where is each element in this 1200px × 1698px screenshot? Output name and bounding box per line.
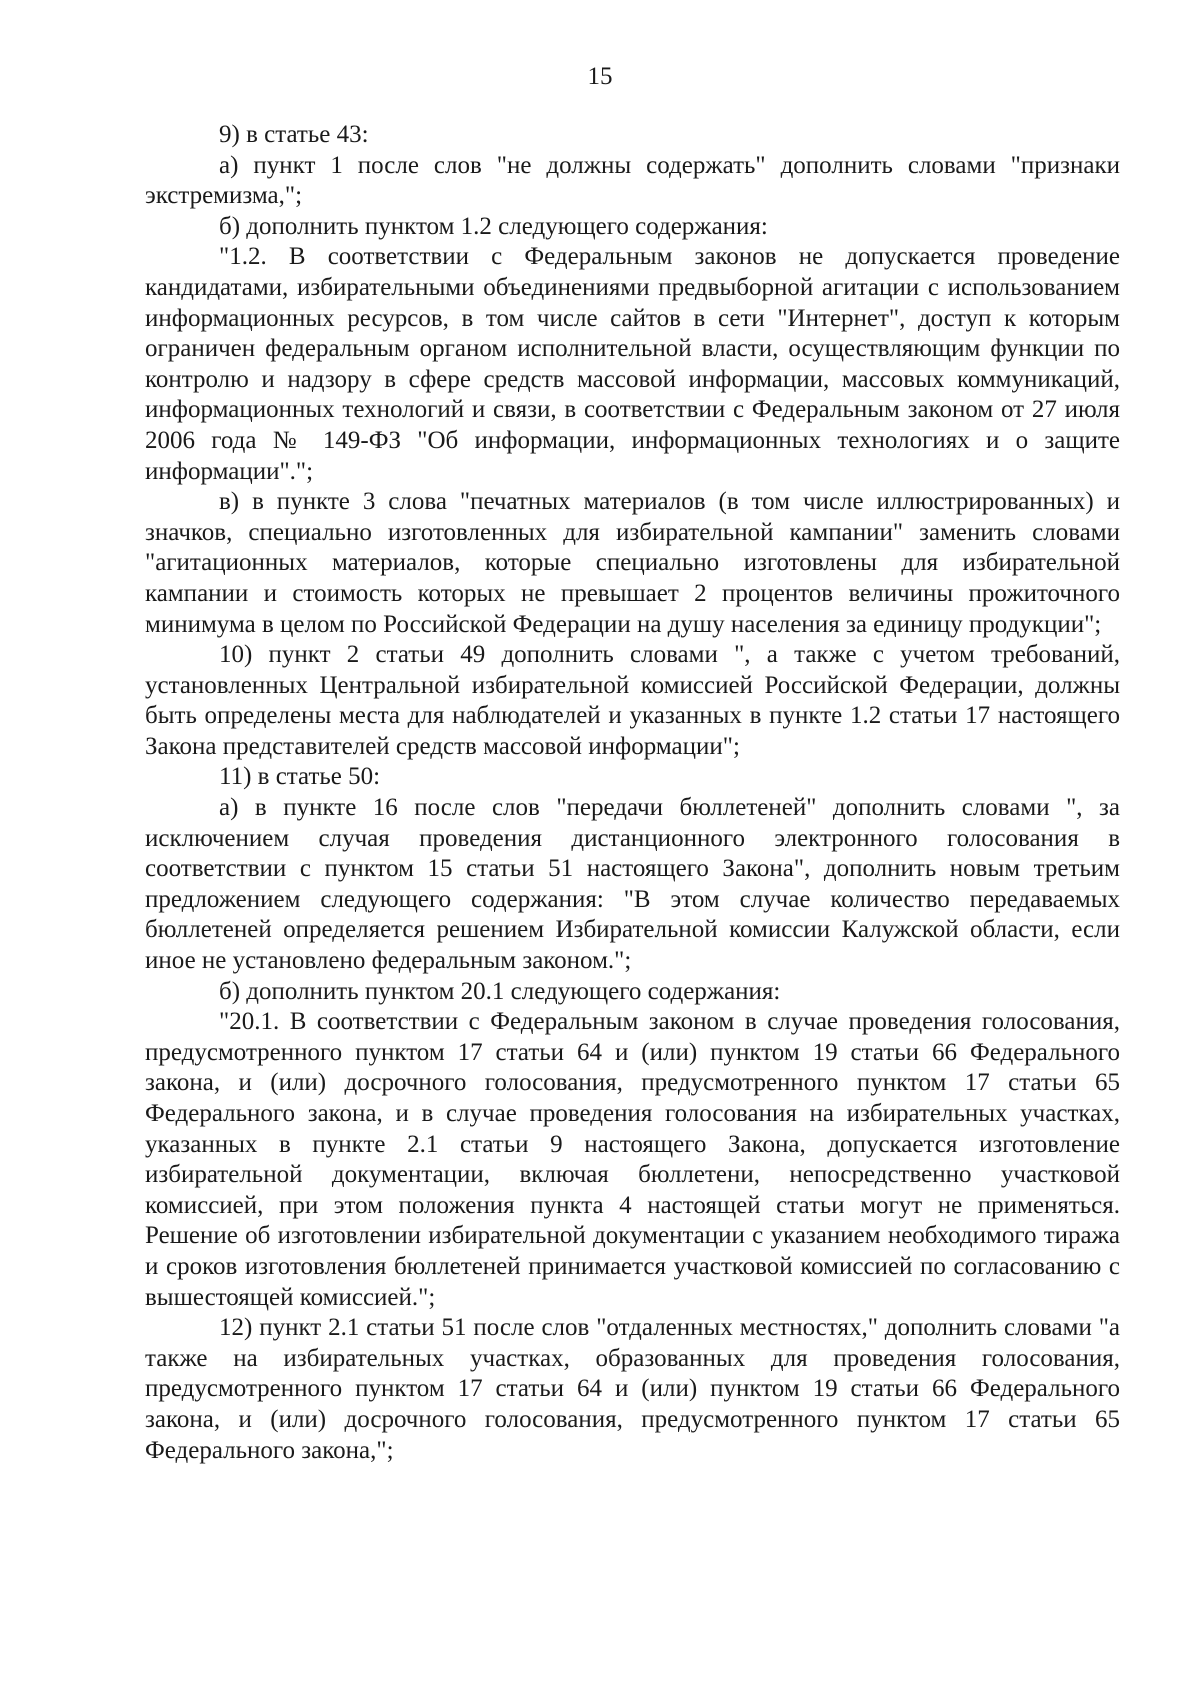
page-number: 15 [587, 63, 613, 90]
paragraph-article-50-a: а) в пункте 16 после слов "передачи бюллетеней" дополнить словами ", за исключением случая проведения дистанционного электронного голосования в соответствии с пунктом 15 статьи 51 настоящего Закона", дополнить новым третьим предложением следующего содержания: "В этом случае количество передаваемых бюллетеней определяется решением Избирательной комиссии Калужской области, если иное не установлено федеральным законом."; [145, 794, 1120, 975]
paragraph-article-43-intro: 9) в статье 43: [219, 121, 369, 148]
paragraph-article-49: 10) пункт 2 статьи 49 дополнить словами ", а также с учетом требований, установленных Центральной избирательной комиссией Российской Федерации, должны быть определены места для наблюдателей и указанных в пункте 1.2 статьи 17 настоящего Закона представителей средств массовой информации"; [145, 641, 1120, 760]
paragraph-article-43-a: а) пункт 1 после слов "не должны содержать" дополнить словами "признаки экстремизма,"; [145, 151, 1120, 210]
paragraph-article-43-b: б) дополнить пунктом 1.2 следующего содержания: [219, 212, 768, 240]
paragraph-article-43-v: в) в пункте 3 слова "печатных материалов (в том числе иллюстрированных) и значков, специально изготовленных для избирательной кампании" заменить словами "агитационных материалов, которые специально изготовлены для избирательной кампании и стоимость которых не превышает 2 процентов величины прожиточного минимума в целом по Российской Федерации на душу населения за единицу продукции"; [145, 488, 1120, 638]
paragraph-article-50-b: б) дополнить пунктом 20.1 следующего содержания: [219, 977, 781, 1005]
paragraph-clause-1-2: "1.2. В соответствии с Федеральным законов не допускается проведение кандидатами, избирательными объединениями предвыборной агитации с использованием информационных ресурсов, в том числе сайтов в сети "Интернет", доступ к которым ограничен федеральным органом исполнительной власти, осуществляющим функции по контролю и надзору в сфере средств массовой информации, массовых коммуникаций, информационных технологий и связи, в соответствии с Федеральным законом от 27 июля 2006 года № 149-ФЗ "Об информации, информационных технологиях и о защите информации"."; [145, 243, 1120, 485]
document-body [145, 120, 1120, 1466]
paragraph-clause-20-1: "20.1. В соответствии с Федеральным законом в случае проведения голосования, предусмотренного пунктом 17 статьи 64 и (или) пунктом 19 статьи 66 Федерального закона, и (или) досрочного голосования, предусмотренного пунктом 17 статьи 65 Федерального закона, и в случае проведения голосования на избирательных участках, указанных в пункте 2.1 статьи 9 настоящего Закона, допускается изготовление избирательной документации, включая бюллетени, непосредственно участковой комиссией, при этом положения пункта 4 настоящей статьи могут не применяться. Решение об изготовлении избирательной документации с указанием необходимого тиража и сроков изготовления бюллетеней принимается участковой комиссией по согласованию с вышестоящей комиссией."; [145, 1008, 1120, 1311]
paragraph-article-51: 12) пункт 2.1 статьи 51 после слов "отдаленных местностях," дополнить словами "а также на избирательных участках, образованных для проведения голосования, предусмотренного пунктом 17 статьи 64 и (или) пунктом 19 статьи 66 Федерального закона, и (или) досрочного голосования, предусмотренного пунктом 17 статьи 65 Федерального закона,"; [145, 1314, 1120, 1464]
paragraph-article-50-intro: 11) в статье 50: [219, 763, 381, 791]
